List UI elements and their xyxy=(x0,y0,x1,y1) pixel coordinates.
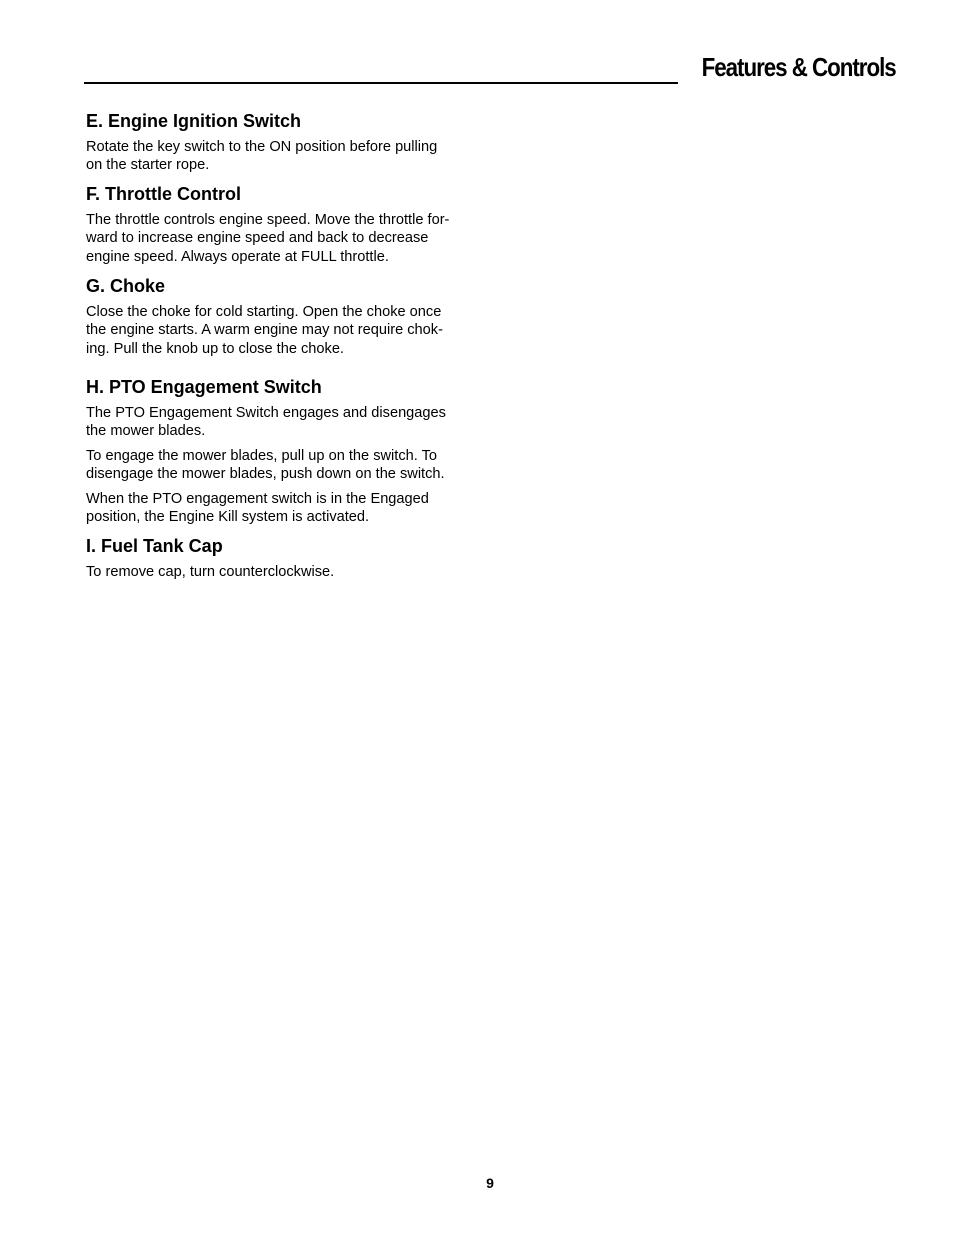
text-line: engine speed. Always operate at FULL throttle. xyxy=(86,248,389,265)
text-line: To remove cap, turn counterclockwise. xyxy=(86,564,335,580)
text-line: Rotate the key switch to the ON position before pulling xyxy=(86,139,438,155)
section-choke xyxy=(86,275,443,364)
text-line: ward to increase engine speed and back to decrease xyxy=(86,230,429,247)
text-line: When the PTO engagement switch is in the Engaged xyxy=(86,490,429,507)
paragraph xyxy=(86,490,446,527)
paragraph xyxy=(86,138,437,175)
text-line: the engine starts. A warm engine may not require chok- xyxy=(86,322,443,339)
text-line: position, the Engine Kill system is activated. xyxy=(86,509,370,526)
paragraph xyxy=(86,447,446,484)
page-title: Features & Controls xyxy=(701,52,896,82)
page-number: 9 xyxy=(486,1175,494,1191)
header-rule xyxy=(84,82,678,84)
text-line: disengage the mower blades, push down on the switch. xyxy=(86,466,445,483)
text-line: the mower blades. xyxy=(86,423,206,440)
paragraph xyxy=(86,563,334,581)
section-engine-ignition-switch xyxy=(86,110,437,181)
section-pto-engagement-switch xyxy=(86,376,446,532)
paragraph xyxy=(86,404,446,441)
text-line: ing. Pull the knob up to close the choke. xyxy=(86,340,344,357)
text-line: The throttle controls engine speed. Move the throttle for- xyxy=(86,212,450,228)
section-heading: H. PTO Engagement Switch xyxy=(86,377,322,397)
text-line: The PTO Engagement Switch engages and disengages xyxy=(86,405,446,421)
section-heading: I. Fuel Tank Cap xyxy=(86,536,223,556)
section-throttle-control xyxy=(86,183,449,272)
section-fuel-tank-cap xyxy=(86,535,334,587)
paragraph xyxy=(86,303,443,358)
text-line: To engage the mower blades, pull up on the switch. To xyxy=(86,447,438,464)
section-heading: F. Throttle Control xyxy=(86,184,241,204)
paragraph xyxy=(86,211,449,266)
section-heading: G. Choke xyxy=(86,276,166,296)
text-line: Close the choke for cold starting. Open the choke once xyxy=(86,304,442,320)
section-heading: E. Engine Ignition Switch xyxy=(86,111,301,131)
text-line: on the starter rope. xyxy=(86,157,210,174)
